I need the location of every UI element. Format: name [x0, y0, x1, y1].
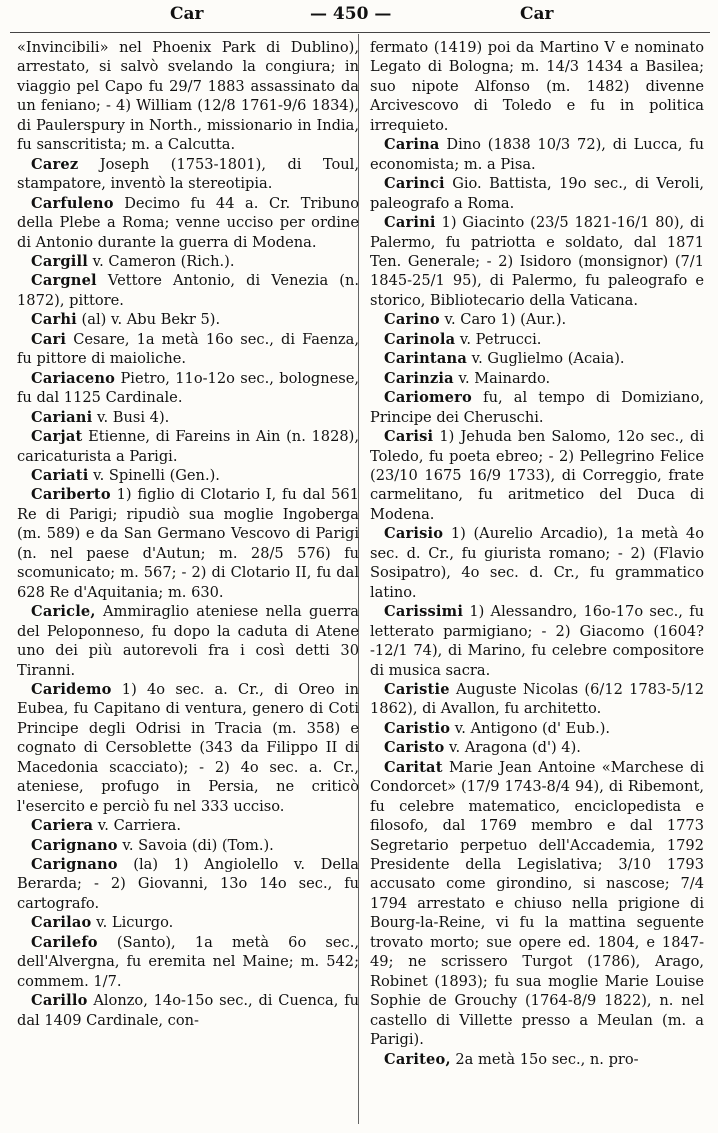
entry-headword: Carino	[384, 311, 440, 329]
dictionary-entry	[370, 135, 704, 174]
entry-text: (la) 1) Angiolello v. Della Berarda; - 2) Giovanni, 13o 14o sec., fu cartografo.	[17, 856, 359, 912]
entry-headword: Carissimi	[384, 603, 464, 621]
entry-text: «Invincibili» nel Phoenix Park di Dublino), arrestato, si salvò svelando la congiura; in viaggio pel Capo fu 29/7 1883 assassinato da un feniano; - 4) William (12/8 1761-9/6 1834), di Paulerspury in North., missionario in India, fu sanscritista; m. a Calcutta.	[17, 39, 359, 154]
entry-headword: Cargnel	[31, 272, 97, 290]
entry-text: Joseph (1753-1801), di Toul, stampatore, inventò la stereotipia.	[17, 155, 359, 193]
entry-headword: Cargill	[31, 252, 88, 270]
header-left-guideword: Car	[170, 4, 204, 24]
dictionary-entry	[370, 349, 704, 368]
dictionary-entry	[370, 1050, 704, 1069]
entry-text: 1) 4o sec. a. Cr., di Oreo in Eubea, fu Capitano di ventura, genero di Coti Principe degli Odrisi in Tracia (m. 358) e cognato di Cersoblette (343 da Filippo II di Macedonia scacciato); - 2) 4o sec. a. Cr., ateniese, profugo in Persia, ne criticò l'esercito e perciò fu nel 333 ucciso.	[17, 680, 359, 815]
dictionary-entry	[17, 933, 359, 991]
entry-text: 1) Giacinto (23/5 1821-16/1 80), di Palermo, fu patriotta e soldato, dal 1871 Ten. Generale; - 2) Isidoro (monsignor) (7/1 1845-25/1 95), di Palermo, fu paleografo e storico, Bibliotecario della Vaticana.	[370, 214, 704, 309]
dictionary-entry	[17, 408, 359, 427]
entry-headword: Caritat	[384, 758, 443, 776]
dictionary-entry	[17, 310, 359, 329]
entry-headword: Cariomero	[384, 389, 472, 407]
entry-headword: Carjat	[31, 428, 83, 446]
entry-text: Pietro, 11o-12o sec., bolognese, fu dal 1125 Cardinale.	[17, 369, 359, 407]
entry-headword: Caristie	[384, 680, 450, 698]
entry-headword: Carignano	[31, 856, 118, 874]
entry-headword: Caricle,	[31, 603, 96, 621]
entry-text: v. Savoia (di) (Tom.).	[117, 836, 274, 854]
entry-text: v. Carriera.	[93, 817, 182, 835]
entry-text: Etienne, di Fareins in Ain (n. 1828), caricaturista a Parigi.	[17, 428, 359, 465]
entry-headword: Carilefo	[31, 933, 98, 951]
dictionary-entry	[17, 194, 359, 252]
dictionary-entry	[370, 310, 704, 329]
entry-headword: Cari	[31, 330, 67, 348]
dictionary-entry	[17, 991, 359, 1030]
entry-headword: Carinola	[384, 330, 456, 348]
entry-text: v. Antigono (d' Eub.).	[450, 719, 611, 737]
dictionary-entry	[370, 758, 704, 1050]
entry-headword: Cariati	[31, 466, 89, 484]
dictionary-entry	[17, 855, 359, 913]
dictionary-entry	[370, 680, 704, 719]
entry-text: Decimo fu 44 a. Cr. Tribuno della Plebe a Roma; venne ucciso per ordine di Antonio durante la guerra di Modena.	[17, 194, 359, 251]
dictionary-entry	[17, 913, 359, 932]
entry-text: v. Petrucci.	[455, 330, 542, 348]
entry-headword: Carinzia	[384, 369, 454, 387]
entry-text: v. Spinelli (Gen.).	[88, 466, 220, 484]
entry-text: Alonzo, 14o-15o sec., di Cuenca, fu dal 1409 Cardinale, con-	[17, 992, 359, 1029]
entry-headword: Cariani	[31, 408, 93, 426]
entry-headword: Carez	[31, 155, 79, 173]
dictionary-entry	[370, 388, 704, 427]
entry-headword: Caridemo	[31, 680, 112, 698]
entry-text: Cesare, 1a metà 16o sec., di Faenza, fu pittore di maioliche.	[17, 330, 359, 368]
dictionary-entry	[370, 427, 704, 524]
entry-headword: Cariteo,	[384, 1050, 451, 1068]
dictionary-entry	[370, 369, 704, 388]
entry-text: v. Aragona (d') 4).	[444, 739, 581, 757]
entry-text: Auguste Nicolas (6/12 1783-5/12 1862), di Avallon, fu architetto.	[370, 680, 704, 718]
entry-text: v. Cameron (Rich.).	[88, 252, 235, 270]
entry-text: v. Licurgo.	[91, 914, 174, 932]
entry-headword: Carintana	[384, 350, 467, 368]
entry-text: Gio. Battista, 19o sec., di Veroli, paleografo a Roma.	[370, 175, 704, 212]
entry-headword: Caristio	[384, 719, 451, 737]
dictionary-entry	[370, 738, 704, 757]
dictionary-entry	[370, 719, 704, 738]
entry-text: v. Mainardo.	[453, 369, 551, 387]
dictionary-entry	[17, 816, 359, 835]
entry-headword: Carinci	[384, 175, 445, 193]
entry-headword: Carillo	[31, 992, 88, 1010]
dictionary-entry	[17, 330, 359, 369]
entry-text: fermato (1419) poi da Martino V e nominato Legato di Bologna; m. 14/3 1434 a Basilea; suo nipote Alfonso (m. 1482) divenne Arcivescovo di Toledo e fu in politica irrequieto.	[370, 39, 704, 134]
dictionary-entry	[370, 330, 704, 349]
dictionary-entry	[17, 38, 359, 155]
dictionary-entry	[17, 602, 359, 680]
running-head	[0, 0, 718, 30]
entry-text: (Santo), 1a metà 6o sec., dell'Alvergna, fu eremita nel Maine; m. 542; commem. 1/7.	[17, 933, 359, 990]
entry-headword: Cariera	[31, 817, 94, 835]
entry-text: v. Guglielmo (Acaia).	[466, 350, 625, 368]
entry-text: Vettore Antonio, di Venezia (n. 1872), pittore.	[17, 272, 359, 309]
dictionary-entry	[17, 485, 359, 602]
entry-headword: Carfuleno	[31, 194, 114, 212]
dictionary-entry	[370, 174, 704, 213]
dictionary-entry	[17, 252, 359, 271]
entry-headword: Carhi	[31, 311, 77, 329]
dictionary-entry	[370, 213, 704, 310]
left-column	[17, 38, 359, 1030]
dictionary-entry	[17, 680, 359, 816]
entry-headword: Caristo	[384, 739, 445, 757]
entry-text: 1) figlio di Clotario I, fu dal 561 Re di Parigi; ripudiò sua moglie Ingoberga (m. 589) e da San Germano Vescovo di Parigi (n. nel paese d'Autun; m. 28/5 576) fu scomunicato; m. 567; - 2) di Clotario II, fu dal 628 Re d'Aquitania; m. 630.	[17, 486, 359, 601]
entry-headword: Carisio	[384, 525, 444, 543]
entry-headword: Carina	[384, 136, 440, 154]
entry-text: Dino (1838 10/3 72), di Lucca, fu economista; m. a Pisa.	[370, 136, 704, 173]
header-rule	[10, 32, 710, 33]
entry-text: v. Busi 4).	[92, 408, 170, 426]
page-number: — 450 —	[310, 4, 392, 24]
entry-text: 1) Alessandro, 16o-17o sec., fu letterato parmigiano; - 2) Giacomo (1604?-12/1 74), di Marino, fu celebre compositore di musica sacra.	[370, 603, 704, 679]
dictionary-entry	[370, 38, 704, 135]
entry-text: fu, al tempo di Domiziano, Principe dei Cheruschi.	[370, 389, 704, 426]
dictionary-entry	[17, 427, 359, 466]
entry-headword: Carignano	[31, 836, 118, 854]
dictionary-entry	[370, 524, 704, 602]
dictionary-entry	[17, 466, 359, 485]
dictionary-entry	[17, 369, 359, 408]
dictionary-entry	[17, 836, 359, 855]
entry-text: 1) (Aurelio Arcadio), 1a metà 4o sec. d. Cr., fu giurista romano; - 2) (Flavio Sosipatro), 4o sec. d. Cr., fu grammatico latino.	[370, 525, 704, 601]
entry-headword: Cariberto	[31, 486, 111, 504]
entry-text: v. Caro 1) (Aur.).	[439, 311, 567, 329]
entry-headword: Carilao	[31, 914, 92, 932]
dictionary-entry	[17, 155, 359, 194]
dictionary-entry	[17, 271, 359, 310]
entry-headword: Carisi	[384, 428, 434, 446]
dictionary-entry	[370, 602, 704, 680]
entry-headword: Carini	[384, 214, 436, 232]
entry-text: 1) Jehuda ben Salomo, 12o sec., di Toledo, fu poeta ebreo; - 2) Pellegrino Felice (23/10 1675 16/9 1733), di Correggio, frate carmelitano, fu aritmetico del Duca di Modena.	[370, 428, 704, 523]
entry-headword: Cariaceno	[31, 369, 116, 387]
entry-text: Marie Jean Antoine «Marchese di Condorcet» (17/9 1743-8/4 94), di Ribemont, fu celebre matematico, enciclopedista e filosofo, dal 1769 membro e dal 1773 Segretario perpetuo dell'Accademia, 1792 Presidente della Legislativa; 3/10 1793 accusato come girondino, si nascose; 7/4 1794 arrestato e chiuso nella prigione di Bourg-la-Reine, vi fu la mattina seguente trovato morto; sue opere ed. 1804, e 1847-49; ne scrissero Turgot (1786), Arago, Robinet (1893); fu sua moglie Marie Louise Sophie de Grouchy (1764-8/9 1822), n. nel castello di Villette presso a Meulan (m. a Parigi).	[370, 758, 704, 1049]
entry-text: (al) v. Abu Bekr 5).	[76, 311, 221, 329]
right-column	[370, 38, 704, 1069]
entry-text: Ammiraglio ateniese nella guerra del Peloponneso, fu dopo la caduta di Atene uno dei più autorevoli fra i così detti 30 Tiranni.	[17, 603, 359, 679]
header-right-guideword: Car	[520, 4, 554, 24]
entry-text: 2a metà 15o sec., n. pro-	[450, 1050, 639, 1068]
